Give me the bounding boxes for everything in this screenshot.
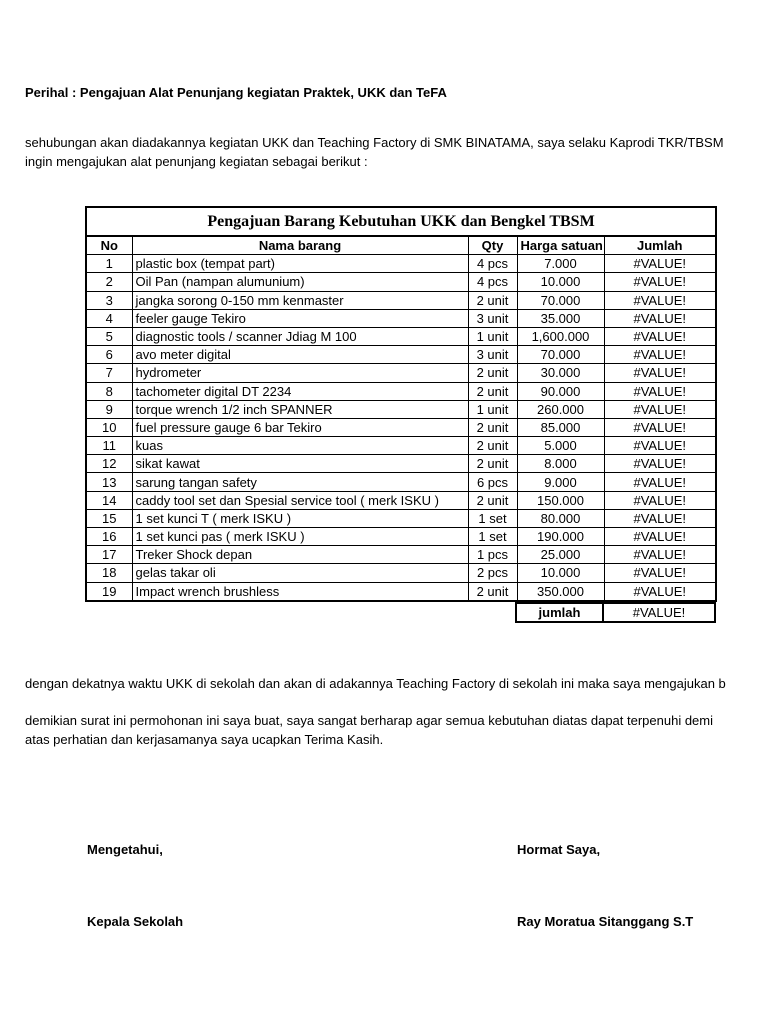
row-qty: 2 unit <box>468 582 517 601</box>
row-qty: 1 unit <box>468 327 517 345</box>
signature-right-greeting: Hormat Saya, <box>517 842 601 857</box>
row-qty: 1 unit <box>468 400 517 418</box>
table-row <box>86 437 716 455</box>
signature-right-name: Ray Moratua Sitanggang S.T <box>517 914 694 929</box>
row-no: 1 <box>86 255 132 273</box>
table-row <box>86 546 716 564</box>
row-qty: 2 unit <box>468 437 517 455</box>
total-label: jumlah <box>516 603 603 622</box>
row-name: avo meter digital <box>132 346 468 364</box>
row-total: #VALUE! <box>604 309 716 327</box>
row-price: 5.000 <box>517 437 604 455</box>
row-qty: 3 unit <box>468 346 517 364</box>
row-price: 25.000 <box>517 546 604 564</box>
table-row <box>86 582 716 601</box>
blank-cell <box>85 603 131 622</box>
intro-line-2: ingin mengajukan alat penunjang kegiatan sebagai berikut : <box>25 154 368 169</box>
letter-subject: Perihal : Pengajuan Alat Penunjang kegiatan Praktek, UKK dan TeFA <box>25 85 447 100</box>
row-price: 350.000 <box>517 582 604 601</box>
closing-paragraph-2-line-1: demikian surat ini permohonan ini saya buat, saya sangat berharap agar semua kebutuhan diatas dapat terpenuhi demi <box>25 713 713 728</box>
table-title: Pengajuan Barang Kebutuhan UKK dan Bengkel TBSM <box>85 206 717 236</box>
row-name: 1 set kunci T ( merk ISKU ) <box>132 509 468 527</box>
row-price: 8.000 <box>517 455 604 473</box>
items-table <box>85 206 717 602</box>
table-header-row <box>86 237 716 255</box>
row-name: sarung tangan safety <box>132 473 468 491</box>
row-qty: 3 unit <box>468 309 517 327</box>
row-price: 30.000 <box>517 364 604 382</box>
row-no: 6 <box>86 346 132 364</box>
row-name: gelas takar oli <box>132 564 468 582</box>
row-qty: 4 pcs <box>468 255 517 273</box>
row-no: 19 <box>86 582 132 601</box>
table-row <box>86 509 716 527</box>
row-total: #VALUE! <box>604 473 716 491</box>
row-total: #VALUE! <box>604 546 716 564</box>
row-price: 85.000 <box>517 418 604 436</box>
row-price: 1,600.000 <box>517 327 604 345</box>
table-row <box>86 327 716 345</box>
row-name: diagnostic tools / scanner Jdiag M 100 <box>132 327 468 345</box>
table-row <box>86 291 716 309</box>
table-row <box>86 491 716 509</box>
table-row <box>86 473 716 491</box>
row-no: 5 <box>86 327 132 345</box>
row-total: #VALUE! <box>604 528 716 546</box>
row-no: 18 <box>86 564 132 582</box>
row-total: #VALUE! <box>604 491 716 509</box>
row-price: 35.000 <box>517 309 604 327</box>
table-row <box>86 255 716 273</box>
closing-paragraph-2-line-2: atas perhatian dan kerjasamanya saya ucapkan Terima Kasih. <box>25 732 384 747</box>
table-body <box>86 255 716 601</box>
table-row <box>86 309 716 327</box>
row-no: 9 <box>86 400 132 418</box>
row-price: 70.000 <box>517 291 604 309</box>
row-total: #VALUE! <box>604 273 716 291</box>
table-row <box>86 364 716 382</box>
header-qty: Qty <box>468 237 517 255</box>
blank-cell <box>131 603 467 622</box>
row-no: 2 <box>86 273 132 291</box>
row-qty: 2 unit <box>468 455 517 473</box>
table-row <box>86 455 716 473</box>
row-no: 11 <box>86 437 132 455</box>
row-no: 8 <box>86 382 132 400</box>
row-no: 7 <box>86 364 132 382</box>
row-total: #VALUE! <box>604 255 716 273</box>
row-no: 3 <box>86 291 132 309</box>
header-price: Harga satuan <box>517 237 604 255</box>
row-total: #VALUE! <box>604 400 716 418</box>
row-total: #VALUE! <box>604 582 716 601</box>
header-name: Nama barang <box>132 237 468 255</box>
items-table-container <box>85 206 715 623</box>
closing-paragraph-1: dengan dekatnya waktu UKK di sekolah dan akan di adakannya Teaching Factory di sekolah ini maka saya mengajukan b <box>25 676 726 691</box>
row-price: 90.000 <box>517 382 604 400</box>
row-price: 10.000 <box>517 273 604 291</box>
row-qty: 2 unit <box>468 418 517 436</box>
row-name: Impact wrench brushless <box>132 582 468 601</box>
row-price: 150.000 <box>517 491 604 509</box>
row-name: feeler gauge Tekiro <box>132 309 468 327</box>
header-total: Jumlah <box>604 237 716 255</box>
row-qty: 4 pcs <box>468 273 517 291</box>
row-name: sikat kawat <box>132 455 468 473</box>
row-no: 15 <box>86 509 132 527</box>
table-row <box>86 273 716 291</box>
row-name: fuel pressure gauge 6 bar Tekiro <box>132 418 468 436</box>
row-price: 260.000 <box>517 400 604 418</box>
intro-line-1: sehubungan akan diadakannya kegiatan UKK dan Teaching Factory di SMK BINATAMA, saya selaku Kaprodi TKR/TBSM <box>25 135 724 150</box>
table-row <box>86 564 716 582</box>
row-name: plastic box (tempat part) <box>132 255 468 273</box>
row-name: caddy tool set dan Spesial service tool ( merk ISKU ) <box>132 491 468 509</box>
row-qty: 1 set <box>468 528 517 546</box>
row-qty: 2 unit <box>468 291 517 309</box>
row-price: 190.000 <box>517 528 604 546</box>
total-value: #VALUE! <box>603 603 715 622</box>
row-name: Oil Pan (nampan alumunium) <box>132 273 468 291</box>
row-name: tachometer digital DT 2234 <box>132 382 468 400</box>
row-no: 17 <box>86 546 132 564</box>
header-no: No <box>86 237 132 255</box>
row-price: 7.000 <box>517 255 604 273</box>
row-total: #VALUE! <box>604 437 716 455</box>
table-row <box>86 400 716 418</box>
row-no: 4 <box>86 309 132 327</box>
row-name: torque wrench 1/2 inch SPANNER <box>132 400 468 418</box>
row-qty: 1 set <box>468 509 517 527</box>
row-price: 10.000 <box>517 564 604 582</box>
row-total: #VALUE! <box>604 291 716 309</box>
row-no: 13 <box>86 473 132 491</box>
row-total: #VALUE! <box>604 346 716 364</box>
row-price: 80.000 <box>517 509 604 527</box>
row-total: #VALUE! <box>604 327 716 345</box>
table-row <box>86 382 716 400</box>
row-no: 16 <box>86 528 132 546</box>
row-name: kuas <box>132 437 468 455</box>
row-qty: 2 unit <box>468 382 517 400</box>
row-price: 9.000 <box>517 473 604 491</box>
row-name: jangka sorong 0-150 mm kenmaster <box>132 291 468 309</box>
row-qty: 2 pcs <box>468 564 517 582</box>
total-row <box>85 603 715 622</box>
row-total: #VALUE! <box>604 364 716 382</box>
row-total: #VALUE! <box>604 418 716 436</box>
row-total: #VALUE! <box>604 564 716 582</box>
row-no: 12 <box>86 455 132 473</box>
total-table <box>85 602 716 623</box>
row-qty: 2 unit <box>468 491 517 509</box>
table-row <box>86 346 716 364</box>
row-no: 14 <box>86 491 132 509</box>
row-qty: 6 pcs <box>468 473 517 491</box>
row-no: 10 <box>86 418 132 436</box>
row-qty: 1 pcs <box>468 546 517 564</box>
row-name: hydrometer <box>132 364 468 382</box>
row-qty: 2 unit <box>468 364 517 382</box>
signature-left-title: Kepala Sekolah <box>87 914 184 929</box>
row-price: 70.000 <box>517 346 604 364</box>
table-row <box>86 418 716 436</box>
table-row <box>86 528 716 546</box>
row-total: #VALUE! <box>604 382 716 400</box>
row-name: Treker Shock depan <box>132 546 468 564</box>
row-total: #VALUE! <box>604 509 716 527</box>
row-total: #VALUE! <box>604 455 716 473</box>
row-name: 1 set kunci pas ( merk ISKU ) <box>132 528 468 546</box>
signature-left-greeting: Mengetahui, <box>87 842 163 857</box>
blank-cell <box>467 603 516 622</box>
